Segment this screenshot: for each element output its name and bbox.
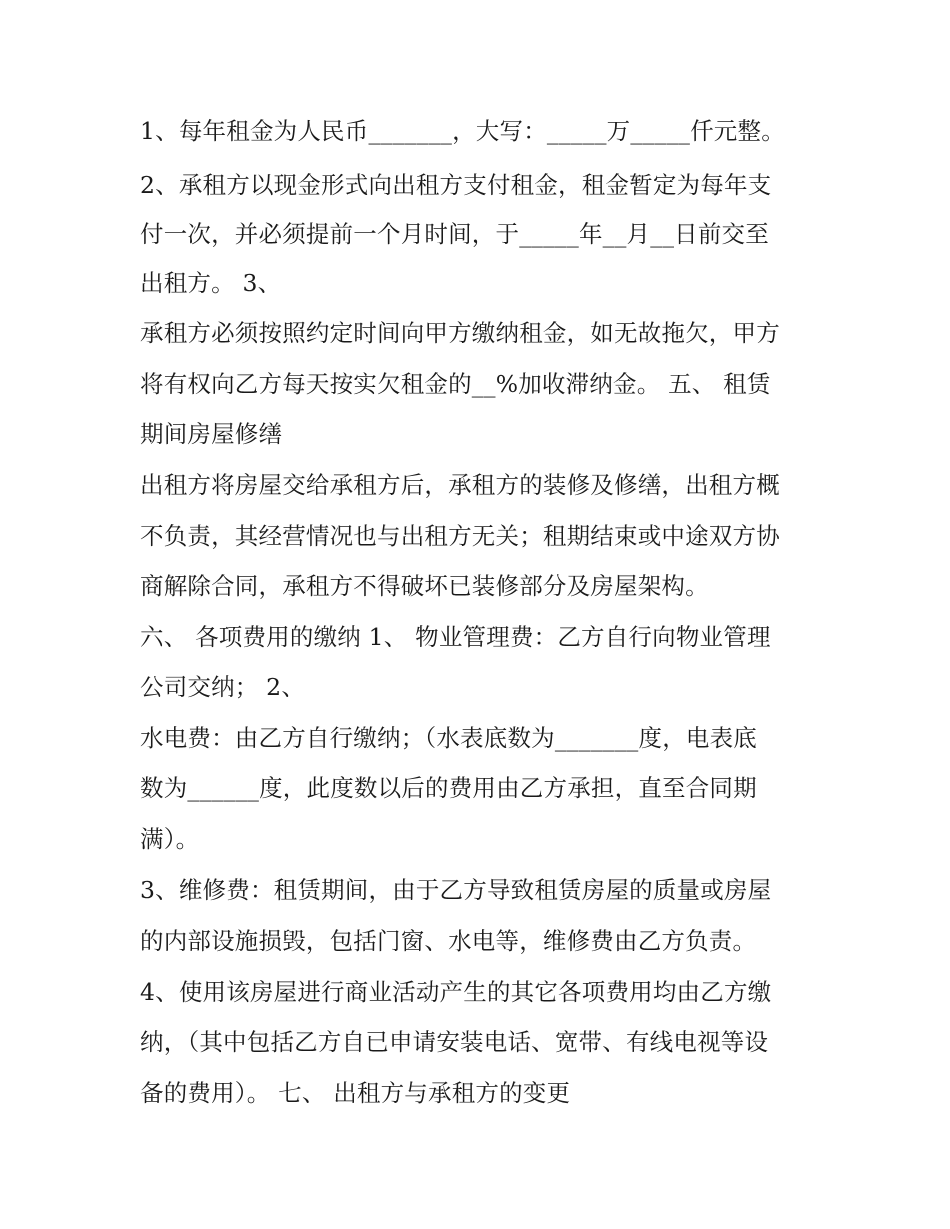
text-line: 公司交纳； 2、 bbox=[140, 673, 306, 701]
text-line: 出租方将房屋交给承租方后，承租方的装修及修缮，出租方概 bbox=[140, 471, 780, 499]
text-line: 商解除合同，承租方不得破坏已装修部分及房屋架构。 bbox=[140, 572, 709, 600]
text-line: 纳，（其中包括乙方自已申请安装电话、宽带、有线电视等设 bbox=[140, 1028, 769, 1056]
text-line: 4、使用该房屋进行商业活动产生的其它各项费用均由乙方缴 bbox=[140, 978, 772, 1006]
text-line: 满）。 bbox=[140, 825, 200, 853]
text-line: 付一次，并必须提前一个月时间，于_____年__月__日前交至 bbox=[140, 220, 769, 248]
text-line: 承租方必须按照约定时间向甲方缴纳租金，如无故拖欠，甲方 bbox=[140, 319, 780, 347]
text-line: 水电费：由乙方自行缴纳；（水表底数为_______度，电表底 bbox=[140, 724, 757, 752]
text-line: 备的费用）。 七、 出租方与承租方的变更 bbox=[140, 1079, 571, 1107]
text-line: 不负责，其经营情况也与出租方无关；租期结束或中途双方协 bbox=[140, 522, 780, 550]
text-line: 2、承租方以现金形式向出租方支付租金，租金暂定为每年支 bbox=[140, 171, 772, 199]
text-line: 六、 各项费用的缴纳 1、 物业管理费：乙方自行向物业管理 bbox=[140, 623, 771, 651]
text-line: 将有权向乙方每天按实欠租金的__%加收滞纳金。 五、 租赁 bbox=[140, 370, 771, 398]
text-line: 1、每年租金为人民币_______，大写：_____万_____仟元整。 bbox=[140, 117, 785, 145]
text-line: 出租方。 3、 bbox=[140, 269, 282, 297]
text-line: 3、维修费：租赁期间，由于乙方导致租赁房屋的质量或房屋 bbox=[140, 876, 772, 904]
text-line: 的内部设施损毁，包括门窗、水电等，维修费由乙方负责。 bbox=[140, 927, 757, 955]
text-line: 期间房屋修缮 bbox=[140, 420, 283, 448]
text-line: 数为______度，此度数以后的费用由乙方承担，直至合同期 bbox=[140, 774, 757, 802]
